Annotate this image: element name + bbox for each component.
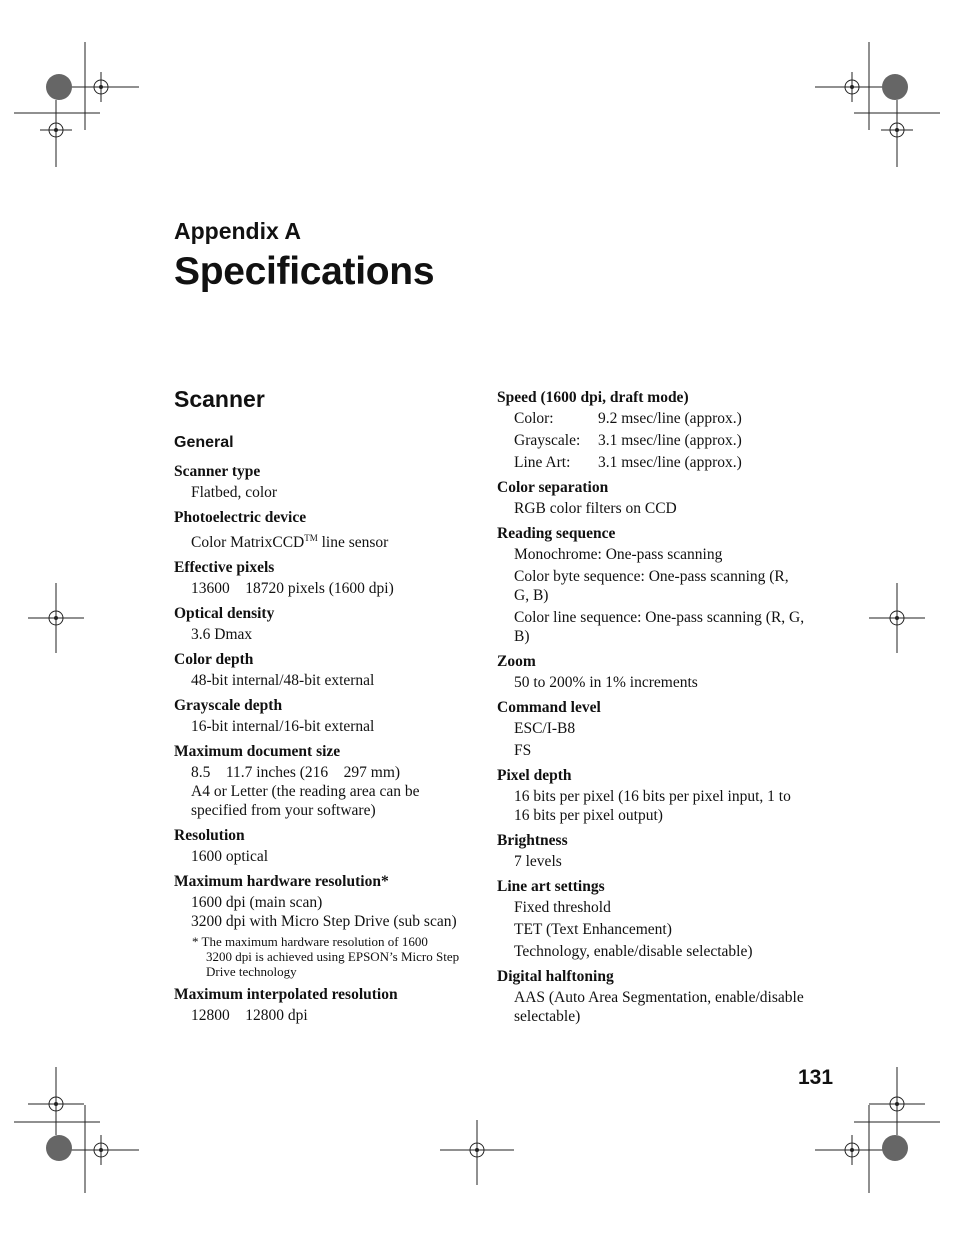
spec-value: 3200 dpi with Micro Step Drive (sub scan) xyxy=(191,913,457,931)
spec-color-separation xyxy=(497,478,807,518)
spec-value: 48-bit internal/48-bit external xyxy=(191,672,375,690)
speed-row xyxy=(497,453,807,472)
spec-label: Color depth xyxy=(174,651,254,669)
spec-effective-pixels xyxy=(174,558,464,598)
spec-value: Color line sequence: One-pass scanning (R, G, B) xyxy=(514,609,805,645)
speed-mode: Color: xyxy=(514,410,554,427)
speed-mode: Grayscale: xyxy=(514,432,581,449)
spec-label: Color separation xyxy=(497,479,609,496)
speed-value: 3.1 msec/line (approx.) xyxy=(598,454,742,471)
spec-label: Photoelectric device xyxy=(174,509,307,526)
speed-value: 3.1 msec/line (approx.) xyxy=(598,432,742,449)
trademark-symbol: TM xyxy=(304,533,318,543)
spec-optical-density xyxy=(174,604,464,644)
spec-scanner-type xyxy=(174,462,464,502)
spec-zoom xyxy=(497,652,807,692)
spec-label: Zoom xyxy=(497,653,536,670)
spec-grayscale-depth xyxy=(174,696,464,736)
spec-value: 7 levels xyxy=(514,853,562,870)
spec-value: 3.6 Dmax xyxy=(191,626,253,644)
spec-value: Color byte sequence: One-pass scanning (R, G, B) xyxy=(514,568,789,604)
spec-max-interpolated-resolution xyxy=(174,985,464,1025)
spec-value: Technology, enable/disable selectable) xyxy=(514,943,753,960)
spec-command-level xyxy=(497,698,807,760)
spec-label: Effective pixels xyxy=(174,559,275,577)
footnote: * The maximum hardware resolution of 1600 3200 dpi is achieved using EPSON’s Micro Step Drive technology xyxy=(192,934,463,980)
speed-value: 9.2 msec/line (approx.) xyxy=(598,410,742,427)
spec-value: 16 bits per pixel (16 bits per pixel input, 1 to 16 bits per pixel output) xyxy=(514,788,791,824)
spec-label: Line art settings xyxy=(497,878,605,895)
spec-value: 1600 dpi (main scan) xyxy=(191,894,323,912)
spec-label: Maximum document size xyxy=(174,743,341,761)
spec-value-text: line sensor xyxy=(317,534,389,552)
spec-value: Flatbed, color xyxy=(191,484,278,501)
spec-value: ESC/I-B8 xyxy=(514,720,576,737)
spec-value: 50 to 200% in 1% increments xyxy=(514,674,698,691)
spec-value: 1600 optical xyxy=(191,848,269,866)
spec-value: 8.5 11.7 inches (216 297 mm) xyxy=(191,764,401,782)
speed-row xyxy=(497,409,807,428)
spec-label: Optical density xyxy=(174,605,275,623)
spec-value xyxy=(174,529,464,552)
speed-mode: Line Art: xyxy=(514,454,571,471)
spec-label: Pixel depth xyxy=(497,767,572,784)
spec-value: AAS (Auto Area Segmentation, enable/disable selectable) xyxy=(514,989,804,1025)
spec-reading-sequence xyxy=(497,524,807,646)
spec-photoelectric-device xyxy=(174,508,464,552)
spec-value: 16-bit internal/16-bit external xyxy=(191,718,375,736)
spec-label: Scanner type xyxy=(174,463,261,480)
spec-pixel-depth xyxy=(497,766,807,825)
spec-label: Speed (1600 dpi, draft mode) xyxy=(497,389,689,406)
speed-row xyxy=(497,431,807,450)
spec-max-document-size xyxy=(174,742,464,820)
appendix-label: Appendix A xyxy=(174,218,301,244)
spec-value: 13600 18720 pixels (1600 dpi) xyxy=(191,580,394,598)
spec-digital-halftoning xyxy=(497,967,807,1026)
spec-brightness xyxy=(497,831,807,871)
section-heading: Scanner xyxy=(174,386,265,412)
spec-label: Reading sequence xyxy=(497,525,616,542)
spec-value: Monochrome: One-pass scanning xyxy=(514,546,723,563)
spec-speed xyxy=(497,388,807,472)
spec-max-hardware-resolution xyxy=(174,872,464,979)
spec-line-art-settings xyxy=(497,877,807,961)
spec-value: Fixed threshold xyxy=(514,899,611,916)
spec-resolution xyxy=(174,826,464,866)
spec-color-depth xyxy=(174,650,464,690)
page-title: Specifications xyxy=(174,250,435,293)
spec-label: Maximum interpolated resolution xyxy=(174,986,398,1004)
spec-label: Brightness xyxy=(497,832,568,849)
spec-label: Resolution xyxy=(174,827,245,845)
spec-label: Command level xyxy=(497,699,601,716)
spec-value-text: Color MatrixCCD xyxy=(191,534,305,552)
left-spec-column xyxy=(174,462,464,1031)
subsection-heading: General xyxy=(174,434,234,451)
right-spec-column xyxy=(497,388,807,1032)
page-number: 131 xyxy=(798,1066,834,1089)
spec-label: Maximum hardware resolution* xyxy=(174,873,389,891)
spec-value: FS xyxy=(514,742,532,759)
spec-label: Digital halftoning xyxy=(497,968,614,985)
spec-value: TET (Text Enhancement) xyxy=(514,921,672,938)
spec-label: Grayscale depth xyxy=(174,697,283,715)
spec-value: RGB color filters on CCD xyxy=(514,500,677,517)
spec-value: 12800 12800 dpi xyxy=(191,1007,308,1025)
spec-value: A4 or Letter (the reading area can be specified from your software) xyxy=(191,783,420,820)
